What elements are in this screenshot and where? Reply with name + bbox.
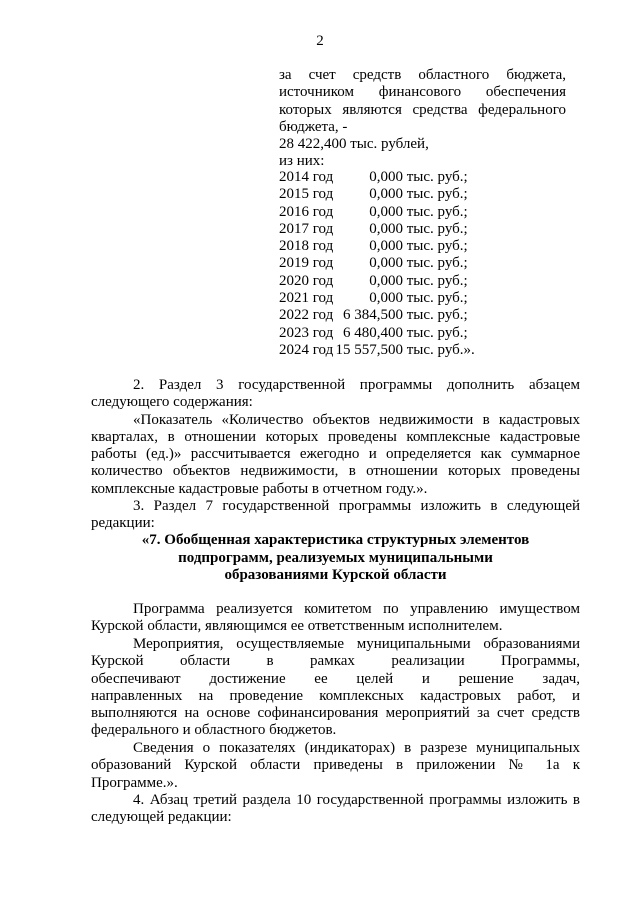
year-row: 2016 год 0,000 тыс. руб.;	[279, 203, 468, 220]
section-7-paragraph-2	[91, 636, 580, 740]
section-7-paragraph-3	[91, 740, 580, 792]
text-line: 28 422,400 тыс. рублей,	[279, 136, 429, 153]
section-7-heading	[91, 532, 580, 585]
item-2	[91, 377, 580, 498]
text-line: комплексные кадастровые работы в отчетном году.».	[91, 480, 428, 497]
text-line: направленных на проведение комплексных кадастровых работ, и	[91, 687, 580, 704]
year-row: 2021 год 0,000 тыс. руб.;	[279, 290, 468, 307]
section-7-paragraph-1	[91, 601, 580, 636]
text-line: Курской области, являющимся ее ответственным исполнителем.	[91, 618, 503, 635]
text-line: работы (ед.)» рассчитывается ежегодно и определяется как суммарное	[91, 446, 580, 463]
text-line: редакции:	[91, 515, 155, 532]
item-4	[91, 792, 580, 827]
heading-line: подпрограмм, реализуемых муниципальными	[178, 549, 493, 566]
heading-line: образованиями Курской области	[224, 567, 447, 583]
text-line: Курской области в рамках реализации Программы,	[91, 653, 580, 670]
text-line: источником финансового обеспечения	[279, 84, 566, 101]
year-row: 2018 год 0,000 тыс. руб.;	[279, 238, 468, 255]
year-row: 2019 год 0,000 тыс. руб.;	[279, 255, 468, 272]
text-line: федерального и областного бюджетов.	[91, 722, 337, 739]
text-line: обеспечивают достижение ее целей и решение задач,	[91, 670, 580, 687]
year-row: 2022 год 6 384,500 тыс. руб.;	[279, 307, 468, 324]
text-line: за счет средств областного бюджета,	[279, 67, 566, 83]
text-line: «Показатель «Количество объектов недвижимости в кадастровых	[133, 411, 580, 428]
year-row: 2024 год 15 557,500 тыс. руб.».	[279, 341, 475, 358]
heading-line: «7. Обобщенная характеристика структурных элементов	[141, 532, 530, 548]
text-line: 4. Абзац третий раздела 10 государственной программы изложить в	[133, 792, 580, 808]
text-line: Программе.».	[91, 774, 178, 791]
year-row: 2023 год 6 480,400 тыс. руб.;	[279, 324, 468, 341]
year-row: 2015 год 0,000 тыс. руб.;	[279, 186, 468, 203]
text-line: образований Курской области приведены в приложении № 1а к	[91, 757, 580, 774]
text-line: Мероприятия, осуществляемые муниципальными образованиями	[133, 636, 580, 652]
text-line: выполняются на основе софинансирования мероприятий за счет средств	[91, 705, 580, 722]
text-line: из них:	[279, 153, 325, 170]
year-row: 2017 год 0,000 тыс. руб.;	[279, 220, 468, 237]
text-line: 3. Раздел 7 государственной программы изложить в следующей	[133, 498, 580, 514]
year-row: 2014 год 0,000 тыс. руб.;	[279, 169, 468, 185]
text-line: количество объектов недвижимости, в отношении которых проведены	[91, 463, 580, 480]
item-3	[91, 498, 580, 533]
page-number: 2	[316, 33, 324, 49]
text-line: Программа реализуется комитетом по управлению имуществом	[133, 601, 580, 617]
text-line: которых являются средства федерального	[279, 101, 566, 118]
text-line: кварталах, в отношении которых проведены комплексные кадастровые	[91, 428, 580, 445]
text-line: следующей редакции:	[91, 809, 232, 826]
year-row: 2020 год 0,000 тыс. руб.;	[279, 272, 468, 289]
yearly-financing-list	[279, 169, 475, 359]
text-line: 2. Раздел 3 государственной программы дополнить абзацем	[133, 377, 580, 393]
financing-text	[279, 67, 566, 171]
text-line: бюджета, -	[279, 118, 348, 135]
text-line: Сведения о показателях (индикаторах) в разрезе муниципальных	[133, 740, 580, 756]
text-line: следующего содержания:	[91, 394, 253, 411]
